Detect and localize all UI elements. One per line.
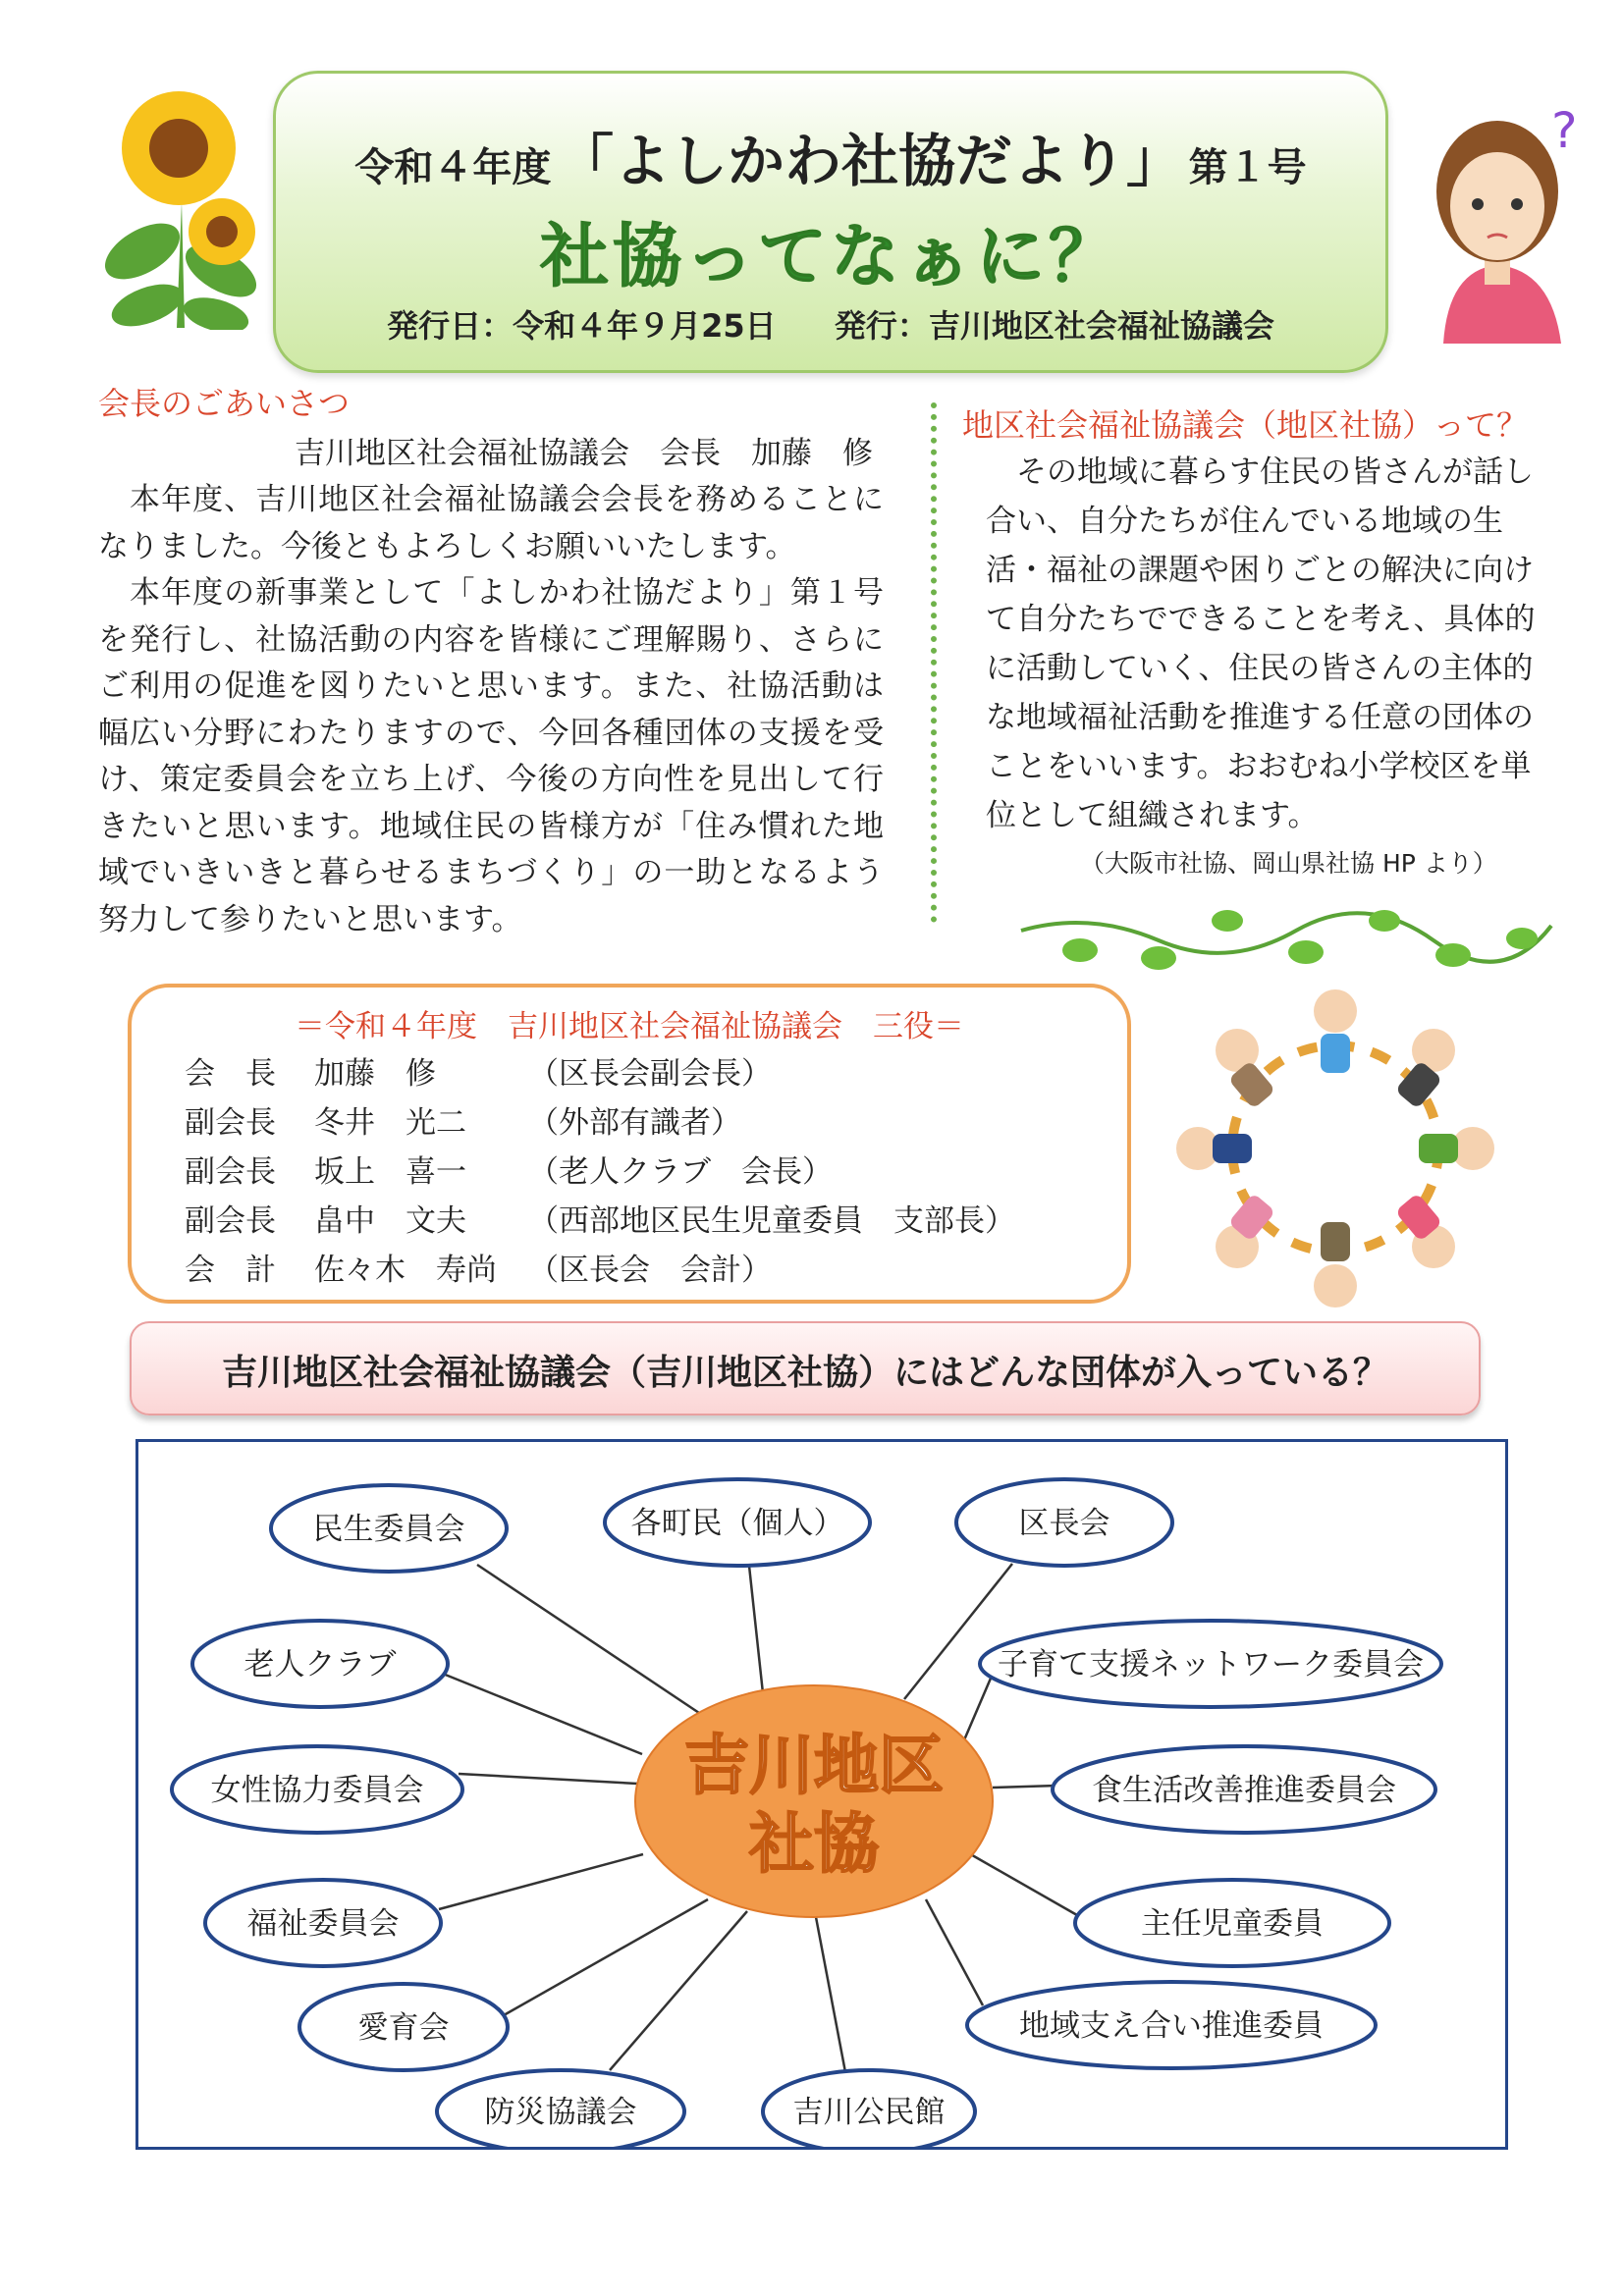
section-banner [130,1321,1481,1415]
member-node-label: 愛育会 [357,2010,450,2046]
greeting-body: 本年度、吉川地区社会福祉協議会会長を務めることになりました。今後ともよろしくお願いいたします。 本年度の新事業として「よしかわ社協だより」第１号を発行し、社協活動の内容を皆様にご理解賜り、さらにご利用の促進を図りたいと思います。また、社協活動は幅広い分野にわたりますので、今回各種団体の支援を受け、策定委員会を立ち上げ、今後の方向性を見出して行きたいと思います。地域住民の皆様方が「住み慣れた地域でいきいきと暮らせるまちづくり」の一助となるよう努力して参りたいと思います。 [98,482,884,937]
officer-name: 加藤 修 [314,1056,436,1092]
organization-diagram [135,1439,1508,2150]
about-body: その地域に暮らす住民の皆さんが話し合い、自分たちが住んでいる地域の生活・福祉の課題や困りごとの解決に向けて自分たちでできることを考え、具体的に活動していく、住民の皆さんの主体的な地域福祉活動を推進する任意の団体のことをいいます。おおむね小学校区を単位として組織されます。 [986,454,1536,833]
connector-line [477,1565,702,1715]
connector-line [610,1911,747,2070]
svg-text:?: ? [1551,102,1578,159]
member-node-label: 吉川公民館 [792,2095,946,2130]
connector-line [993,1786,1057,1788]
issue-date: 発行日：令和４年９月25日 [387,307,777,345]
member-node-label: 食生活改善推進委員会 [1092,1773,1396,1808]
about-source: （大阪市社協、岡山県社協 HP より） [1080,849,1497,878]
about-heading: 地区社会福祉協議会（地区社協）って？ [962,406,1529,444]
greeting-heading: 会長のごあいさつ [98,385,351,422]
people-circle-illustration [1173,987,1497,1310]
publisher: 発行：吉川地区社会福祉協議会 [834,307,1274,345]
main-title: 社協ってなぁに？ [540,216,1121,296]
officer-name: 坂上 喜一 [314,1154,466,1190]
officer-row [185,1097,741,1142]
section-banner-text: 吉川地区社会福祉協議会（吉川地区社協）にはどんな団体が入っている？ [221,1353,1388,1393]
column-divider [931,402,937,923]
connector-line [439,1854,643,1909]
member-node-label: 民生委員会 [312,1512,465,1547]
sunflower-illustration [98,84,265,330]
member-node-label: 防災協議会 [484,2095,637,2130]
officer-name: 佐々木 寿尚 [314,1253,497,1288]
center-node-line1: 吉川地区 [684,1728,944,1803]
publication-info [276,301,1385,347]
officer-name: 冬井 光二 [314,1105,466,1141]
officer-note: （区長会 会計） [528,1253,772,1288]
officer-row [185,1147,833,1191]
officer-role: 副会長 [185,1105,276,1141]
member-node-label: 区長会 [1018,1506,1110,1541]
connector-line [749,1566,763,1693]
connector-line [967,1852,1077,1915]
officer-note: （老人クラブ 会長） [528,1154,833,1190]
connector-line [963,1674,993,1742]
officer-role: 副会長 [185,1203,276,1239]
officer-row [185,1245,772,1289]
connector-line [504,1899,708,2015]
member-node-label: 子育て支援ネットワーク委員会 [998,1647,1424,1682]
officer-row [185,1196,1015,1240]
fiscal-year-label: 令和４年度 [354,145,552,190]
officer-note: （西部地区民生児童委員 支部長） [528,1203,1015,1239]
connector-line [459,1774,637,1784]
officer-name: 畠中 文夫 [314,1203,466,1239]
member-node-label: 福祉委員会 [246,1906,400,1942]
member-node-label: 各町民（個人） [630,1506,844,1541]
member-node-label: 女性協力委員会 [210,1773,424,1808]
officer-note: （外部有識者） [528,1105,741,1141]
vine-decoration [1011,901,1561,980]
header-banner [273,71,1388,373]
officer-note: （区長会副会長） [528,1056,772,1092]
connector-line [926,1899,983,2005]
newsletter-title: 「よしかわ社協だより」 [556,128,1183,194]
member-node-label: 地域支え合い推進委員 [1019,2008,1324,2044]
officer-role: 会 計 [185,1253,276,1288]
center-node-line2: 社協 [749,1806,879,1882]
member-node-label: 老人クラブ [243,1647,397,1682]
officer-row [185,1048,772,1093]
thinking-woman-illustration [1404,98,1600,344]
officer-role: 副会長 [185,1154,276,1190]
issue-title-line [276,115,1385,197]
connector-line [443,1674,642,1754]
member-node-label: 主任児童委員 [1141,1906,1324,1942]
officers-box [128,984,1131,1304]
officers-title: ＝令和４年度 吉川地区社会福祉協議会 三役＝ [295,1009,964,1044]
issue-number: 第１号 [1188,145,1307,190]
greeting-author: 吉川地区社会福祉協議会 会長 加藤 修 [295,436,873,471]
connector-line [816,1917,845,2072]
organization-diagram-svg [138,1442,1505,2147]
officer-role: 会 長 [185,1056,276,1092]
